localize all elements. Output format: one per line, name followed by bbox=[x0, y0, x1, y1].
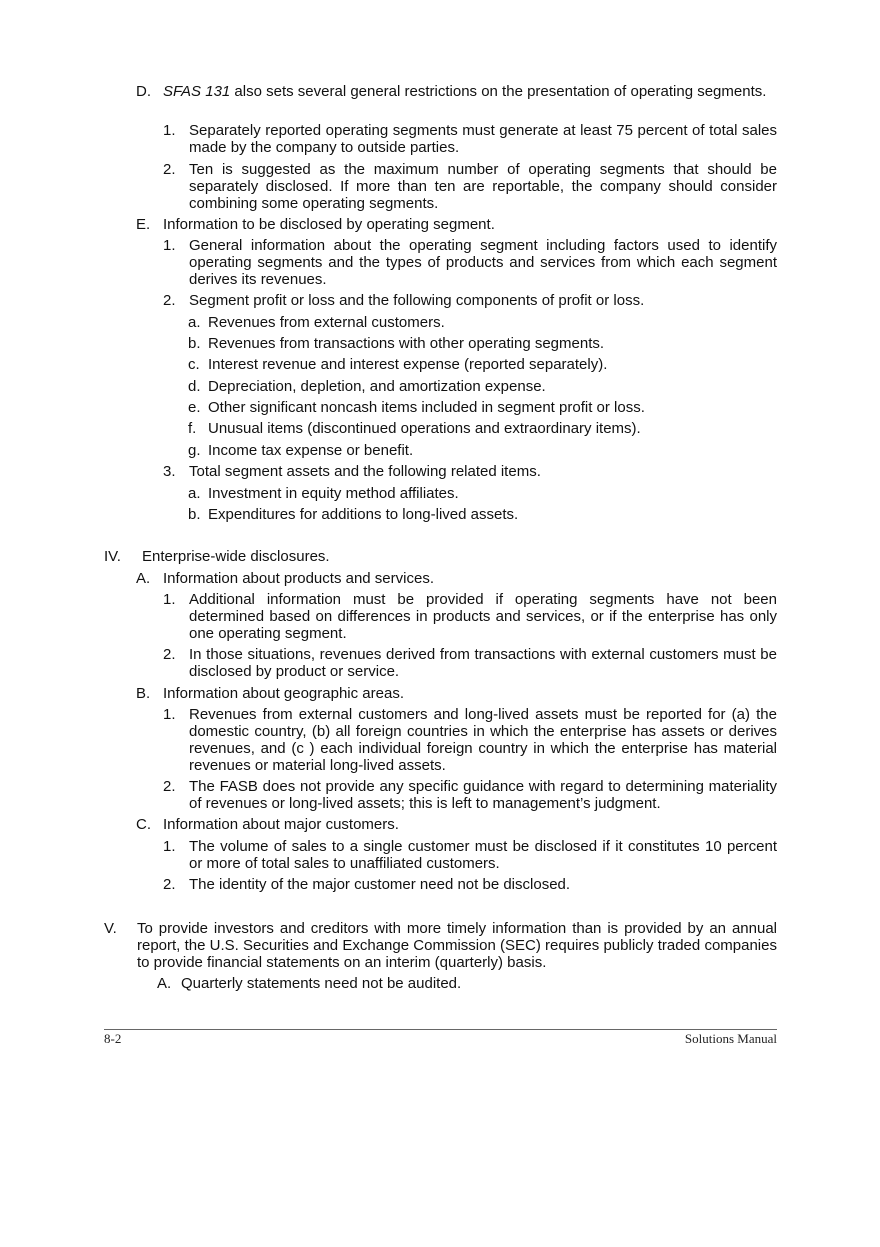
section-e bbox=[136, 216, 777, 233]
sub-item-text: Unusual items (discontinued operations and extraordinary items). bbox=[208, 420, 641, 437]
section-iv-a-item-2 bbox=[163, 646, 777, 680]
section-d bbox=[136, 83, 777, 100]
sub-marker: g. bbox=[188, 442, 201, 459]
list-item-text: The identity of the major customer need not be disclosed. bbox=[189, 876, 571, 893]
sub-item-b bbox=[188, 335, 777, 352]
section-d-item-1 bbox=[163, 122, 777, 156]
section-iv-a-item-1 bbox=[163, 591, 777, 642]
list-item-text: The FASB does not provide any specific guidance with regard to determining materiality of revenues or long-lived assets; this is left to management’s judgment. bbox=[189, 778, 777, 812]
list-marker: 2. bbox=[163, 778, 176, 795]
subsection-text: Information about major customers. bbox=[163, 816, 399, 833]
section-e-marker: E. bbox=[136, 216, 151, 233]
section-e-text: Information to be disclosed by operating segment. bbox=[163, 216, 495, 233]
section-iv-c-item-2 bbox=[163, 876, 777, 893]
section-d-emph: SFAS 131 bbox=[163, 83, 231, 100]
list-marker: 1. bbox=[163, 591, 176, 608]
section-e-item-3 bbox=[163, 463, 777, 480]
sub-marker: a. bbox=[188, 485, 201, 502]
sub-marker: a. bbox=[188, 314, 201, 331]
section-v-a bbox=[157, 975, 777, 992]
sub-item-f bbox=[188, 420, 777, 437]
section-v-text: To provide investors and creditors with more timely information than is provided by an annual report, the U.S. Securities and Exchange Commission (SEC) requires publicly traded companies to provide financial statements on an interim (quarterly) basis. bbox=[137, 920, 777, 971]
section-iv bbox=[104, 548, 777, 565]
list-marker: 1. bbox=[163, 122, 176, 139]
section-d-body: also sets several general restrictions on the presentation of operating segments. bbox=[230, 83, 767, 100]
section-iv-a bbox=[136, 570, 777, 587]
subsection-marker: B. bbox=[136, 685, 151, 702]
section-e-item-1 bbox=[163, 237, 777, 288]
sub-marker: d. bbox=[188, 378, 201, 395]
sub-item-a bbox=[188, 314, 777, 331]
section-e-item-2 bbox=[163, 292, 777, 309]
list-item-text: Ten is suggested as the maximum number of operating segments that should be separately disclosed. If more than ten are reportable, the company should consider combining some operating segments. bbox=[189, 161, 777, 212]
sub-item-text: Other significant noncash items included in segment profit or loss. bbox=[208, 399, 645, 416]
list-item-text: The volume of sales to a single customer must be disclosed if it constitutes 10 percent or more of total sales to unaffiliated customers. bbox=[189, 838, 777, 872]
section-v bbox=[104, 920, 777, 971]
subsection-marker: A. bbox=[136, 570, 151, 587]
sub-item-text: Expenditures for additions to long-lived assets. bbox=[208, 506, 519, 523]
sub-marker: c. bbox=[188, 356, 200, 373]
sub-marker: f. bbox=[188, 420, 197, 437]
section-iv-marker: IV. bbox=[104, 548, 121, 565]
list-marker: 2. bbox=[163, 876, 176, 893]
footer-page-number: 8-2 bbox=[104, 1031, 122, 1046]
list-marker: 2. bbox=[163, 646, 176, 663]
list-marker: 2. bbox=[163, 292, 176, 309]
section-v-marker: V. bbox=[104, 920, 117, 937]
section-iv-c bbox=[136, 816, 777, 833]
sub-item-e bbox=[188, 399, 777, 416]
sub-item-b bbox=[188, 506, 777, 523]
list-marker: 1. bbox=[163, 838, 176, 855]
section-d-text bbox=[163, 83, 777, 100]
section-iv-b bbox=[136, 685, 777, 702]
section-iv-b-item-2 bbox=[163, 778, 777, 812]
list-item-text: In those situations, revenues derived from transactions with external customers must be disclosed by product or service. bbox=[189, 646, 777, 680]
footer-title: Solutions Manual bbox=[684, 1031, 777, 1046]
section-d-marker: D. bbox=[136, 83, 151, 100]
sub-item-c bbox=[188, 356, 777, 373]
sub-item-text: Depreciation, depletion, and amortization expense. bbox=[208, 378, 546, 395]
sub-item-d bbox=[188, 378, 777, 395]
list-marker: 1. bbox=[163, 706, 176, 723]
section-iv-text: Enterprise-wide disclosures. bbox=[142, 548, 330, 565]
sub-marker: b. bbox=[188, 506, 201, 523]
sub-item-a bbox=[188, 485, 777, 502]
footer-divider bbox=[104, 1029, 777, 1030]
sub-item-g bbox=[188, 442, 777, 459]
sub-marker: e. bbox=[188, 399, 201, 416]
subsection-text: Information about geographic areas. bbox=[163, 685, 404, 702]
sub-item-text: Interest revenue and interest expense (reported separately). bbox=[208, 356, 608, 373]
sub-marker: b. bbox=[188, 335, 201, 352]
subsection-marker: A. bbox=[157, 975, 172, 992]
list-item-text: Additional information must be provided if operating segments have not been determined based on differences in products and services, or if the enterprise has only one operating segment. bbox=[189, 591, 777, 642]
list-item-text: Separately reported operating segments must generate at least 75 percent of total sales made by the company to outside parties. bbox=[189, 122, 777, 156]
section-iv-b-item-1 bbox=[163, 706, 777, 774]
list-item-text: General information about the operating segment including factors used to identify operating segments and the types of products and services from which each segment derives its revenues. bbox=[189, 237, 777, 288]
section-d-item-2 bbox=[163, 161, 777, 212]
list-item-text: Segment profit or loss and the following components of profit or loss. bbox=[189, 292, 645, 309]
section-iv-c-item-1 bbox=[163, 838, 777, 872]
list-item-text: Total segment assets and the following related items. bbox=[189, 463, 541, 480]
sub-item-text: Revenues from external customers. bbox=[208, 314, 445, 331]
subsection-text: Quarterly statements need not be audited. bbox=[181, 975, 462, 992]
sub-item-text: Investment in equity method affiliates. bbox=[208, 485, 459, 502]
subsection-marker: C. bbox=[136, 816, 151, 833]
list-marker: 2. bbox=[163, 161, 176, 178]
list-item-text: Revenues from external customers and long-lived assets must be reported for (a) the domestic country, (b) all foreign countries in which the enterprise has assets or derives revenues, and (c ) each individual foreign country in which the enterprise has material revenues or material long-lived assets. bbox=[189, 706, 777, 774]
sub-item-text: Revenues from transactions with other operating segments. bbox=[208, 335, 605, 352]
list-marker: 1. bbox=[163, 237, 176, 254]
sub-item-text: Income tax expense or benefit. bbox=[208, 442, 414, 459]
list-marker: 3. bbox=[163, 463, 176, 480]
subsection-text: Information about products and services. bbox=[163, 570, 434, 587]
